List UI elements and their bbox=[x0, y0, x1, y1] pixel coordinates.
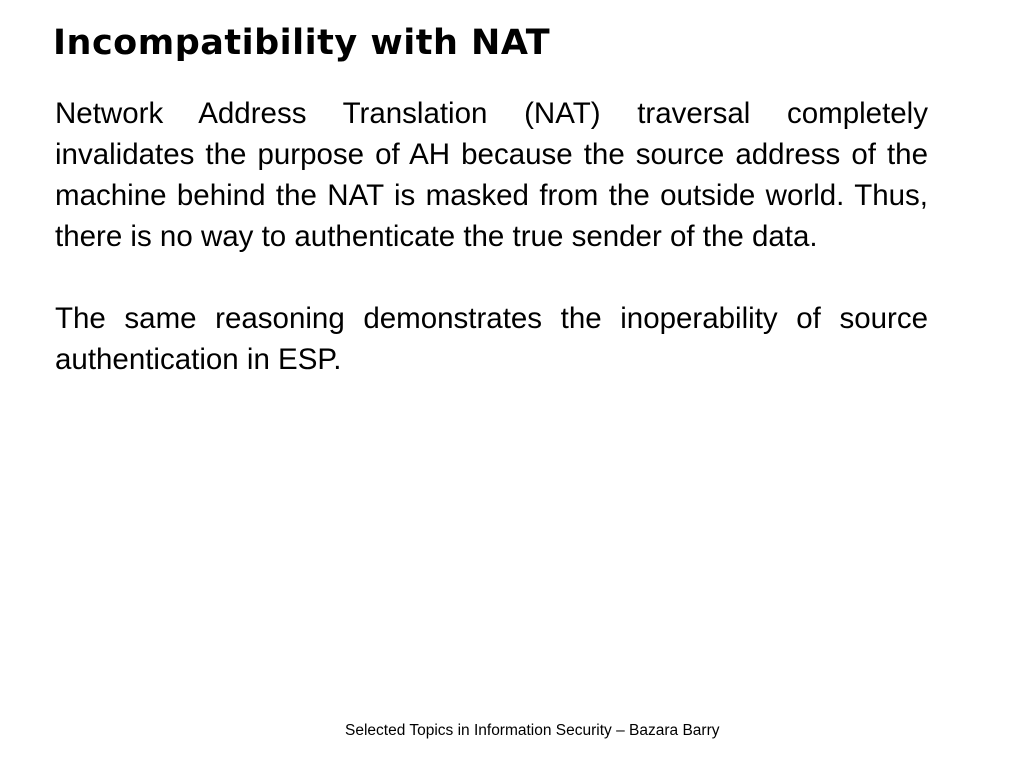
body-paragraph-nat-traversal: Network Address Translation (NAT) traversal completely invalidates the purpose of AH because the source address of the machine behind the NAT is masked from the outside world. Thus, there is no way to authenticate the true sender of the data. bbox=[55, 97, 928, 253]
slide-footer: Selected Topics in Information Security – Bazara Barry bbox=[345, 722, 720, 739]
body-paragraph-esp: The same reasoning demonstrates the inoperability of source authentication in ESP. bbox=[55, 302, 928, 376]
slide-title: Incompatibility with NAT bbox=[53, 23, 551, 63]
slide-body bbox=[55, 93, 928, 421]
